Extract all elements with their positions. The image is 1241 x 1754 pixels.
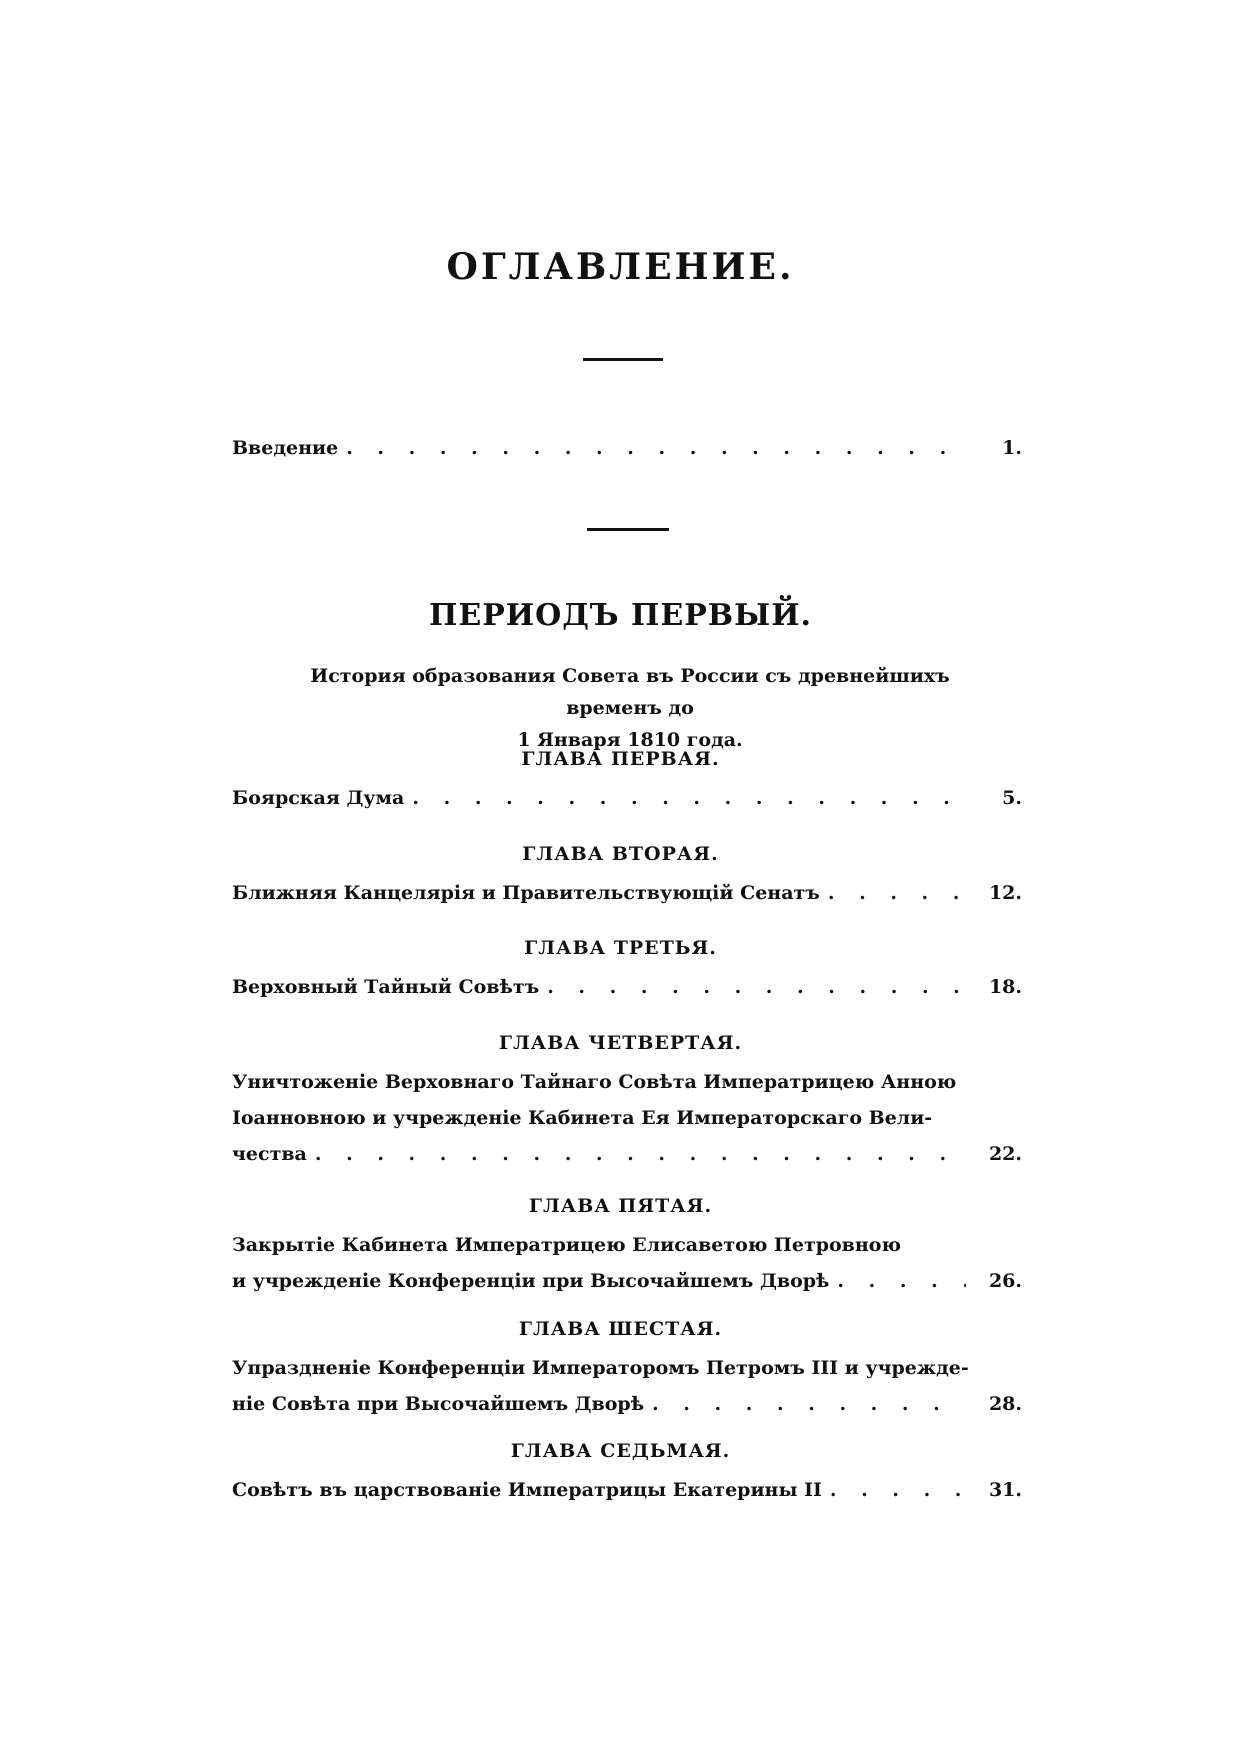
toc-page-number: 26.	[988, 1270, 1022, 1292]
leader-dots	[837, 1263, 966, 1299]
toc-page-number: 1.	[1002, 437, 1022, 459]
leader-dots	[315, 1136, 966, 1172]
chapter-heading: ГЛАВА ПЯТАЯ.	[528, 1195, 713, 1217]
chapter-heading: ГЛАВА СЕДЬМАЯ.	[510, 1440, 731, 1462]
toc-entry	[232, 1472, 1022, 1508]
toc-entry-line: Закрытіе Кабинета Императрицею Елисаветою Петровною	[232, 1234, 901, 1256]
period-subtitle-line: История образования Совета въ России съ древнейшихъ временъ до	[310, 665, 950, 719]
divider	[583, 358, 663, 361]
chapter-heading: ГЛАВА ТРЕТЬЯ.	[524, 937, 717, 959]
toc-page-number: 12.	[988, 882, 1022, 904]
chapter-heading: ГЛАВА ПЕРВАЯ.	[521, 748, 720, 770]
toc-entry-line: Упраздненіе Конференціи Императоромъ Петромъ III и учрежде-	[232, 1357, 969, 1379]
leader-dots	[828, 875, 966, 911]
toc-entry-label: Совѣтъ въ царствованіе Императрицы Екатерины II	[232, 1479, 822, 1501]
toc-page-number: 28.	[988, 1393, 1022, 1415]
toc-entry-label: Верховный Тайный Совѣтъ	[232, 976, 540, 998]
toc-entry-line: Іоанновною и учрежденіе Кабинета Ея Императорскаго Вели-	[232, 1107, 933, 1129]
page-title: ОГЛАВЛЕНИЕ.	[446, 246, 795, 288]
chapter-heading: ГЛАВА ВТОРАЯ.	[522, 843, 719, 865]
chapter-heading: ГЛАВА ШЕСТАЯ.	[518, 1318, 723, 1340]
period-title: ПЕРИОДЪ ПЕРВЫЙ.	[429, 598, 812, 633]
chapter-heading: ГЛАВА ЧЕТВЕРТАЯ.	[498, 1032, 743, 1054]
toc-entry	[232, 780, 1022, 816]
toc-entry	[232, 969, 1022, 1005]
toc-entry	[232, 1064, 1022, 1172]
toc-page-number: 18.	[988, 976, 1022, 998]
leader-dots	[652, 1386, 966, 1422]
toc-entry-label: Боярская Дума	[232, 787, 405, 809]
toc-entry-introduction	[232, 430, 1022, 466]
toc-entry	[232, 875, 1022, 911]
toc-entry-label: Ближняя Канцелярія и Правительствующій Сенатъ	[232, 882, 820, 904]
leader-dots	[547, 969, 966, 1005]
leader-dots	[346, 430, 966, 466]
toc-entry-label: ніе Совѣта при Высочайшемъ Дворѣ	[232, 1393, 645, 1415]
toc-page-number: 5.	[1002, 787, 1022, 809]
period-subtitle-line: 1 Января 1810 года.	[517, 729, 743, 751]
toc-entry-label: и учрежденіе Конференціи при Высочайшемъ Дворѣ	[232, 1270, 830, 1292]
toc-entry	[232, 1227, 1022, 1299]
leader-dots	[412, 780, 966, 816]
toc-entry-label: чества	[232, 1143, 307, 1165]
toc-entry-line: Уничтоженіе Верховнаго Тайнаго Совѣта Императрицею Анною	[232, 1071, 957, 1093]
toc-entry-label: Введение	[232, 437, 339, 459]
leader-dots	[830, 1472, 966, 1508]
divider	[587, 528, 669, 531]
toc-page-number: 31.	[988, 1479, 1022, 1501]
toc-entry	[232, 1350, 1022, 1422]
toc-page-number: 22.	[988, 1143, 1022, 1165]
period-subtitle	[280, 660, 980, 756]
